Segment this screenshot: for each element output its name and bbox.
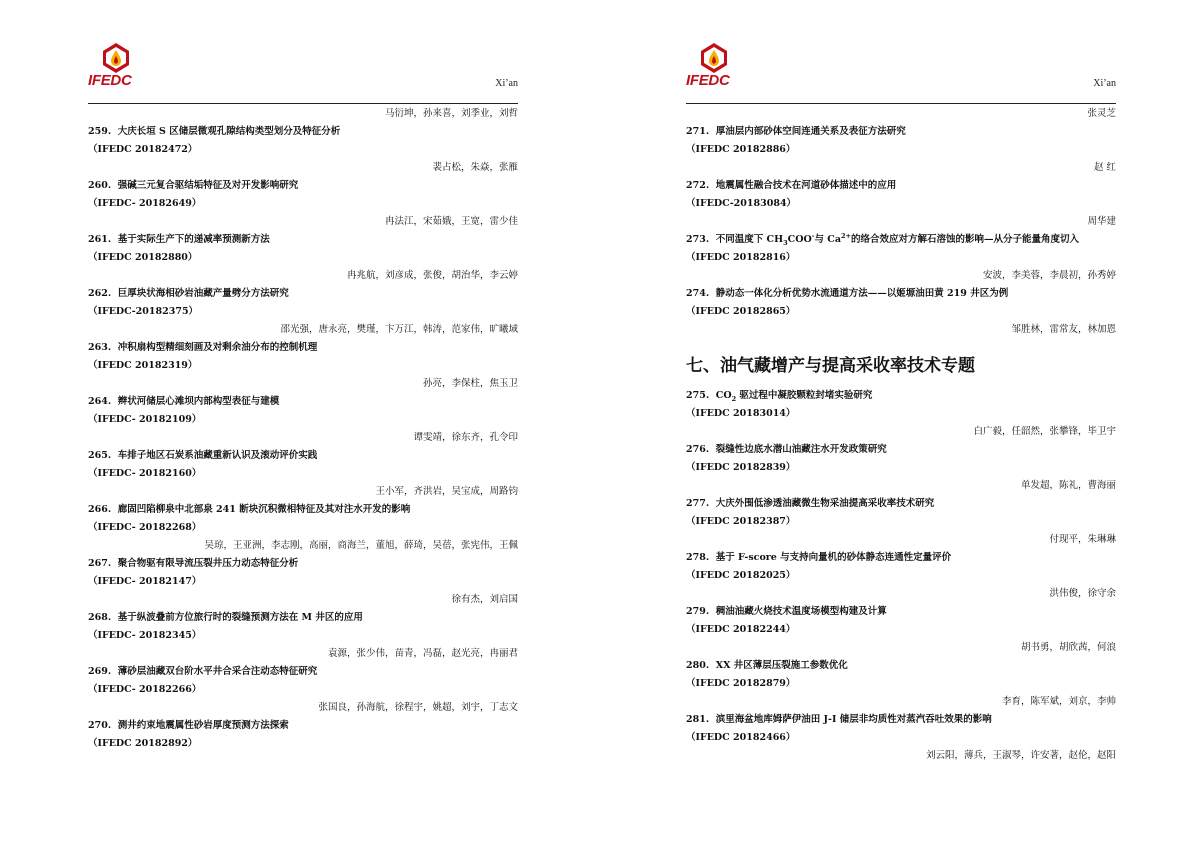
paper-code: （IFEDC 20182319） — [88, 360, 198, 371]
paper-entry-281 — [686, 711, 1116, 765]
superscript: 2+ — [841, 231, 851, 240]
paper-code: （IFEDC 20182816） — [686, 252, 796, 263]
entry-list-left — [88, 104, 518, 752]
paper-authors: 安波，李美蓉，李晨初，孙秀婷 — [982, 270, 1116, 281]
paper-entry-265 — [88, 447, 518, 501]
paper-entry-280 — [686, 657, 1116, 711]
paper-entry-273 — [686, 231, 1116, 285]
paper-code: （IFEDC 20182472） — [88, 144, 198, 155]
paper-authors: 胡书勇，胡欣茜，何浪 — [1020, 642, 1116, 653]
paper-title: 280. XX 井区薄层压裂施工参数优化 — [686, 660, 848, 671]
paper-entry-269 — [88, 663, 518, 717]
paper-authors: 周华建 — [1087, 216, 1116, 227]
paper-entry-268 — [88, 609, 518, 663]
paper-code: （IFEDC 20182466） — [686, 732, 796, 743]
paper-authors: 冉兆航，刘彦成，张俊，胡治华，李云婷 — [346, 270, 518, 281]
paper-authors: 洪伟俊，徐守余 — [1049, 588, 1116, 599]
paper-title: 276. 裂缝性边底水潜山油藏注水开发政策研究 — [686, 444, 887, 455]
paper-entry-277 — [686, 495, 1116, 549]
paper-code: （IFEDC 20182387） — [686, 516, 796, 527]
paper-title: 265. 车排子地区石炭系油藏重新认识及滚动评价实践 — [88, 450, 318, 461]
paper-entry-278 — [686, 549, 1116, 603]
paper-title: 266. 廊固凹陷柳泉中北部泉 241 断块沉积微相特征及其对注水开发的影响 — [88, 504, 411, 515]
left-page — [88, 0, 518, 842]
paper-code: （IFEDC-20183084） — [686, 198, 797, 209]
paper-code: （IFEDC 20182865） — [686, 306, 796, 317]
paper-title — [686, 387, 1116, 405]
paper-authors: 谭雯靖，徐东齐，孔令印 — [413, 432, 518, 443]
paper-code: （IFEDC- 20182345） — [88, 630, 202, 641]
logo-text: IFEDC — [88, 72, 132, 89]
right-page — [686, 0, 1116, 842]
paper-entry-267 — [88, 555, 518, 609]
paper-code: （IFEDC- 20182109） — [88, 414, 202, 425]
continued-authors: 马衍坤，孙来喜，刘季业，刘哲 — [384, 108, 518, 119]
paper-code: （IFEDC-20182375） — [88, 306, 199, 317]
paper-title: 270. 测井约束地震属性砂岩厚度预测方法探索 — [88, 720, 289, 731]
paper-entry-266 — [88, 501, 518, 555]
title-part: COO — [787, 234, 812, 245]
subscript: 3 — [783, 238, 788, 247]
paper-entry-279 — [686, 603, 1116, 657]
paper-title: 277. 大庆外围低渗透油藏微生物采油提高采收率技术研究 — [686, 498, 935, 509]
paper-code: （IFEDC 20182025） — [686, 570, 796, 581]
paper-title: 281. 滨里海盆地库姆萨伊油田 J-I 储层非均质性对蒸汽吞吐效果的影响 — [686, 714, 992, 725]
paper-title: 278. 基于 F-score 与支持向量机的砂体静态连通性定量评价 — [686, 552, 952, 563]
paper-code: （IFEDC- 20182649） — [88, 198, 202, 209]
paper-title: 259. 大庆长垣 S 区储层微观孔隙结构类型划分及特征分析 — [88, 126, 341, 137]
paper-authors: 吴琼，王亚洲，李志刚，高丽，商海兰，董旭，薛琦，吴蓓，张宪伟，王佩 — [204, 540, 518, 551]
paper-title: 263. 冲积扇构型精细刻画及对剩余油分布的控制机理 — [88, 342, 318, 353]
paper-title: 269. 薄砂层油藏双台阶水平井合采合注动态特征研究 — [88, 666, 318, 677]
paper-title — [686, 231, 1116, 249]
title-part: 273. 不同温度下 CH — [686, 234, 784, 245]
logo-text: IFEDC — [686, 72, 730, 89]
paper-entry-259 — [88, 123, 518, 177]
paper-title: 274. 静动态一体化分析优势水流通道方法——以姬塬油田黄 219 井区为例 — [686, 288, 1009, 299]
subscript: 2 — [731, 394, 737, 403]
paper-entry-274 — [686, 285, 1116, 339]
paper-code: （IFEDC- 20182147） — [88, 576, 202, 587]
ifedc-logo — [686, 42, 746, 90]
paper-entry-263 — [88, 339, 518, 393]
section-heading: 七、油气藏增产与提高采收率技术专题 — [686, 356, 975, 376]
paper-authors: 单发超，陈礼，曹海丽 — [1020, 480, 1116, 491]
paper-title: 260. 强碱三元复合驱结垢特征及对开发影响研究 — [88, 180, 299, 191]
paper-title: 272. 地震属性融合技术在河道砂体描述中的应用 — [686, 180, 897, 191]
title-part: 的络合效应对方解石溶蚀的影响—从分子能量角度切入 — [850, 234, 1079, 245]
oil-drop-logo-icon — [699, 42, 729, 74]
title-part: 275. CO — [686, 390, 732, 401]
superscript: - — [811, 231, 815, 240]
paper-title: 271. 厚油层内部砂体空间连通关系及表征方法研究 — [686, 126, 906, 137]
paper-authors: 袁源，张少伟，苗青，冯磊，赵光亮，冉丽君 — [327, 648, 518, 659]
paper-title: 262. 巨厚块状海相砂岩油藏产量劈分方法研究 — [88, 288, 289, 299]
continued-authors: 张灵芝 — [1087, 108, 1116, 119]
paper-entry-270 — [88, 717, 518, 752]
paper-authors: 裴占松，朱焱，张雁 — [432, 162, 518, 173]
paper-code: （IFEDC 20183014） — [686, 408, 796, 419]
paper-title: 264. 辫状河储层心滩坝内部构型表征与建模 — [88, 396, 280, 407]
oil-drop-logo-icon — [101, 42, 131, 74]
ifedc-logo — [88, 42, 148, 90]
paper-entry-261 — [88, 231, 518, 285]
paper-title: 279. 稠油油藏火烧技术温度场模型构建及计算 — [686, 606, 887, 617]
header-city: Xi’an — [495, 78, 518, 89]
paper-code: （IFEDC 20182244） — [686, 624, 796, 635]
paper-authors: 冉法江，宋茹娥，王宽，雷少佳 — [384, 216, 518, 227]
paper-code: （IFEDC- 20182160） — [88, 468, 202, 479]
paper-authors: 李育，陈军斌，刘京，李帅 — [1001, 696, 1116, 707]
paper-authors: 王小军，齐洪岩，吴宝成，周路钧 — [375, 486, 518, 497]
paper-title: 261. 基于实际生产下的递减率预测新方法 — [88, 234, 270, 245]
paper-authors: 孙亮，李保柱，焦玉卫 — [422, 378, 518, 389]
paper-code: （IFEDC 20182879） — [686, 678, 796, 689]
paper-title: 268. 基于纵波叠前方位旅行时的裂缝预测方法在 M 井区的应用 — [88, 612, 363, 623]
paper-entry-276 — [686, 441, 1116, 495]
paper-code: （IFEDC 20182839） — [686, 462, 796, 473]
paper-entry-264 — [88, 393, 518, 447]
paper-entry-272 — [686, 177, 1116, 231]
paper-entry-271 — [686, 123, 1116, 177]
paper-title: 267. 聚合物驱有限导流压裂井压力动态特征分析 — [88, 558, 299, 569]
title-part: 与 Ca — [814, 234, 841, 245]
paper-authors: 张国良，孙海航，徐程宇，姚超，刘宇，丁志文 — [318, 702, 518, 713]
paper-entry-262 — [88, 285, 518, 339]
paper-authors: 付现平，朱琳琳 — [1049, 534, 1116, 545]
paper-authors: 刘云阳，薄兵，王淑琴，许安著，赵伦，赵阳 — [925, 750, 1116, 761]
paper-code: （IFEDC 20182886） — [686, 144, 796, 155]
paper-code: （IFEDC 20182880） — [88, 252, 198, 263]
title-part: 驱过程中凝胶颗粒封堵实验研究 — [736, 390, 873, 401]
paper-authors: 邹胜林，雷常友，林加恩 — [1011, 324, 1116, 335]
paper-code: （IFEDC- 20182268） — [88, 522, 202, 533]
entry-list-right — [686, 104, 1116, 765]
paper-authors: 白广毅，任韶然，张攀锋，毕卫宇 — [973, 426, 1116, 437]
paper-authors: 赵 红 — [1093, 162, 1116, 173]
paper-entry-260 — [88, 177, 518, 231]
paper-code: （IFEDC 20182892） — [88, 738, 198, 749]
paper-code: （IFEDC- 20182266） — [88, 684, 202, 695]
header-city: Xi’an — [1093, 78, 1116, 89]
paper-entry-275 — [686, 387, 1116, 441]
paper-authors: 邵光强，唐永亮，樊瑾，卞万江，韩涛，范家伟，旷曦域 — [280, 324, 518, 335]
paper-authors: 徐有杰，刘启国 — [451, 594, 518, 605]
